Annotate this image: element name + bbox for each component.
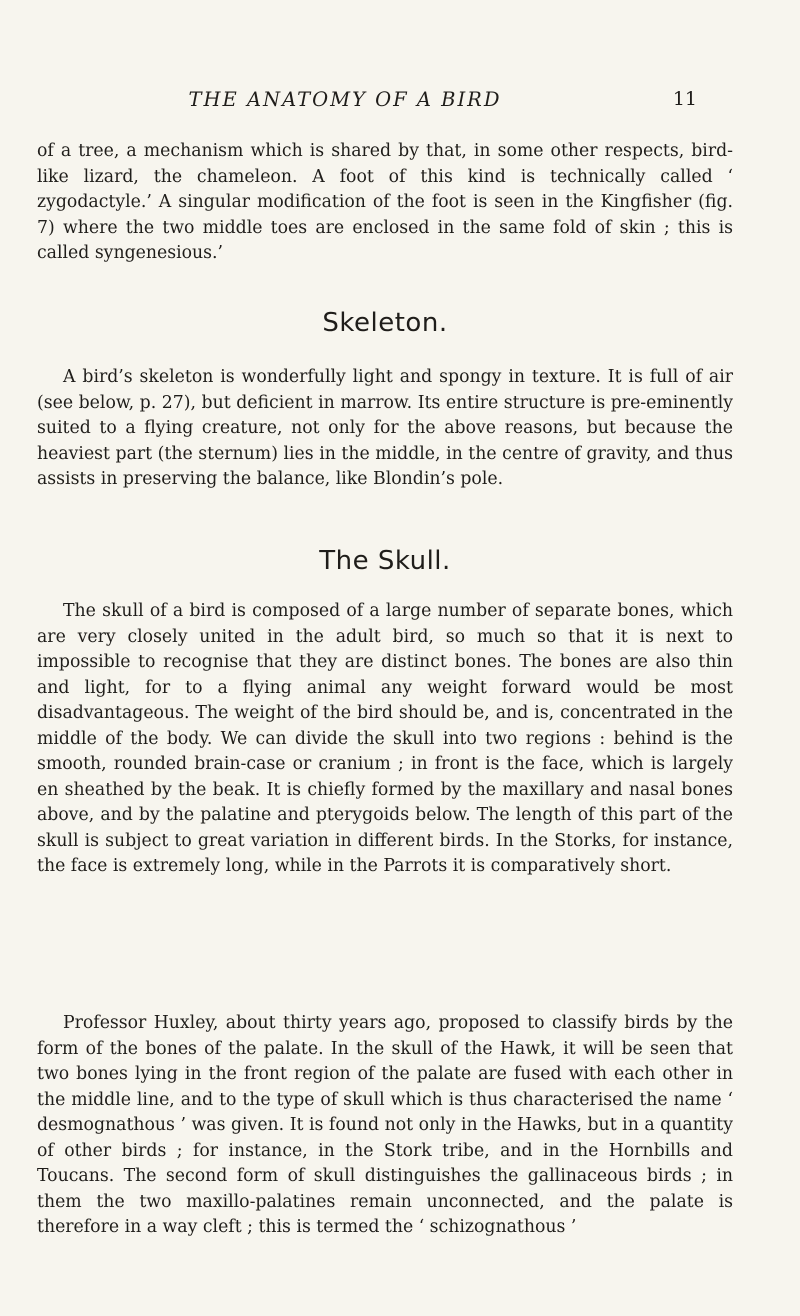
skull-paragraph-1 xyxy=(37,599,733,880)
section-heading-skeleton: Skeleton. xyxy=(322,308,448,338)
running-head: THE ANATOMY OF A BIRD xyxy=(188,88,502,111)
skull-text-1: The skull of a bird is composed of a large number of separate bones, which are very closely united in the adult bird, so much so that it is next to impossible to recognise that they are distinct bones. The bones are also thin and light, for to a flying animal any weight forward would be most disadvantageous. The weight of the bird should be, and is, concentrated in the middle of the body. We can divide the skull into two regions : behind is the smooth, rounded brain-case or cranium ; in front is the face, which is largely en sheathed by the beak. It is chiefly formed by the maxillary and nasal bones above, and by the palatine and pterygoids below. The length of this part of the skull is subject to great variation in different birds. In the Storks, for instance, the face is extremely long, while in the Parrots it is comparatively short. xyxy=(37,601,733,877)
skull-text-2: Professor Huxley, about thirty years ago, proposed to classify birds by the form of the bones of the palate. In the skull of the Hawk, it will be seen that two bones lying in the front region of the palate are fused with each other in the middle line, and to the type of skull which is thus characterised the name ‘ desmognathous ’ was given. It is found not only in the Hawks, but in a quantity of other birds ; for instance, in the Stork tribe, and in the Hornbills and Toucans. The second form of skull distinguishes the gallinaceous birds ; in them the two maxillo-palatines remain unconnected, and the palate is therefore in a way cleft ; this is termed the ‘ schizognathous ’ xyxy=(37,1013,733,1238)
page-number: 11 xyxy=(672,88,697,110)
skull-paragraph-2 xyxy=(37,1011,733,1241)
intro-text: of a tree, a mechanism which is shared by that, in some other respects, bird-like lizard, the chameleon. A foot of this kind is technically called ‘ zygodactyle.’ A singular modification of the foot is seen in the Kingfisher (fig. 7) where the two middle toes are enclosed in the same fold of skin ; this is called syngenesious.’ xyxy=(37,141,733,264)
page-header xyxy=(0,88,800,118)
skeleton-paragraph xyxy=(37,365,733,493)
skeleton-text: A bird’s skeleton is wonderfully light and spongy in texture. It is full of air (see below, p. 27), but deficient in marrow. Its entire structure is pre-eminently suited to a flying creature, not only for the above reasons, but because the heaviest part (the sternum) lies in the middle, in the centre of gravity, and thus assists in preserving the balance, like Blondin’s pole. xyxy=(37,367,733,490)
intro-paragraph xyxy=(37,139,733,267)
section-heading-skull: The Skull. xyxy=(319,546,451,576)
